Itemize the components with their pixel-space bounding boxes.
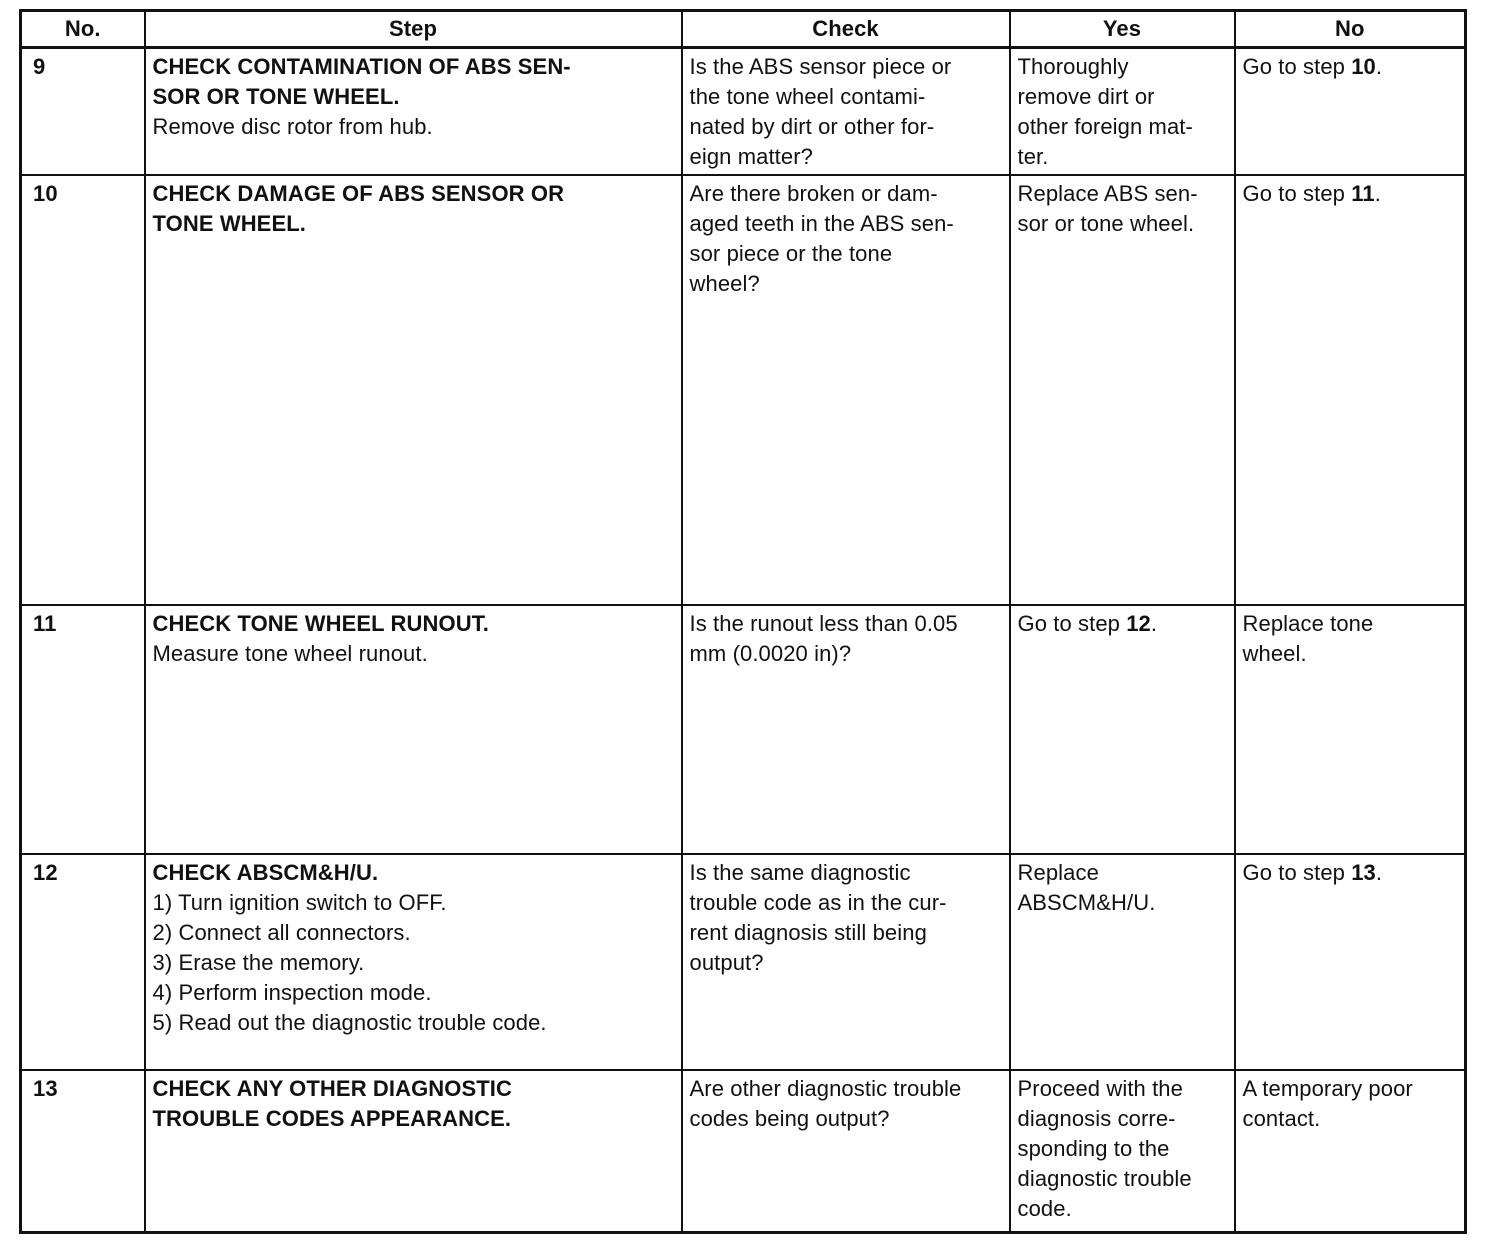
header-row [21,11,1466,48]
no-line: contact. [1242,1106,1321,1131]
header-step: Step [145,11,682,48]
yes-line: sponding to the [1017,1136,1170,1161]
no-line: wheel. [1242,641,1307,666]
check-line: Is the runout less than 0.05 [689,611,958,636]
header-yes: Yes [1010,11,1235,48]
yes-cell [1010,854,1235,1070]
step-title-line: TROUBLE CODES APPEARANCE. [152,1106,512,1131]
no-prefix: Go to step [1242,181,1352,206]
yes-line: Thoroughly [1017,54,1129,79]
table-row [21,854,1466,1070]
step-title [153,52,674,112]
yes-cell [1010,48,1235,176]
step-substep: 1) Turn ignition switch to OFF. [152,890,447,915]
step-title-line: CHECK DAMAGE OF ABS SENSOR OR [152,181,565,206]
check-line: Are there broken or dam- [689,181,938,206]
step-number: 10 [21,175,145,605]
step-number: 11 [21,605,145,854]
no-cell [1235,175,1466,605]
no-cell [1235,48,1466,176]
check-cell [682,175,1010,605]
check-line: eign matter? [689,144,813,169]
yes-line: other foreign mat- [1017,114,1193,139]
check-line: sor piece or the tone [689,241,893,266]
check-cell [682,854,1010,1070]
check-line: Is the ABS sensor piece or [689,54,952,79]
no-suffix: . [1374,181,1381,206]
step-title [153,609,674,639]
check-line: rent diagnosis still being [689,920,927,945]
step-substep: 4) Perform inspection mode. [152,980,432,1005]
no-line: A temporary poor [1242,1076,1413,1101]
table-row [21,175,1466,605]
step-cell [145,48,682,176]
step-number: 13 [21,1070,145,1233]
yes-line: ABSCM&H/U. [1017,890,1156,915]
check-line: nated by dirt or other for- [689,114,935,139]
check-line: codes being output? [689,1106,890,1131]
step-title-line: CHECK TONE WHEEL RUNOUT. [152,611,489,636]
check-line: output? [689,950,764,975]
step-cell [145,175,682,605]
step-number: 12 [21,854,145,1070]
yes-cell [1010,175,1235,605]
yes-prefix: Go to step [1017,611,1127,636]
table-row [21,605,1466,854]
step-title [153,1074,674,1134]
diagnostic-procedure-table [19,9,1467,1234]
check-cell [682,605,1010,854]
yes-line: diagnosis corre- [1017,1106,1176,1131]
yes-line: Replace ABS sen- [1017,181,1198,206]
yes-step-ref: 12 [1126,611,1151,636]
no-suffix: . [1375,860,1383,885]
table-row [21,48,1466,176]
yes-line: ter. [1017,144,1049,169]
step-title-line: CHECK ANY OTHER DIAGNOSTIC [152,1076,513,1101]
step-cell [145,1070,682,1233]
step-title-line: SOR OR TONE WHEEL. [152,84,400,109]
check-cell [682,1070,1010,1233]
no-suffix: . [1375,54,1383,79]
check-line: aged teeth in the ABS sen- [689,211,954,236]
yes-cell [1010,605,1235,854]
yes-line: diagnostic trouble [1017,1166,1192,1191]
check-cell [682,48,1010,176]
check-line: wheel? [689,271,760,296]
yes-line: code. [1017,1196,1072,1221]
step-substep: 2) Connect all connectors. [152,920,411,945]
no-step-ref: 10 [1351,54,1376,79]
step-title-line: TONE WHEEL. [152,211,306,236]
no-cell [1235,1070,1466,1233]
no-step-ref: 13 [1351,860,1376,885]
step-title: CHECK ABSCM&H/U. [152,860,379,885]
step-detail: Measure tone wheel runout. [152,641,428,666]
step-title-line: CHECK CONTAMINATION OF ABS SEN- [152,54,571,79]
header-no: No. [21,11,145,48]
table-row [21,1070,1466,1233]
header-no-result: No [1235,11,1466,48]
step-substep: 3) Erase the memory. [152,950,365,975]
step-title [153,179,674,239]
no-cell [1235,854,1466,1070]
check-line: mm (0.0020 in)? [689,641,852,666]
step-detail: Remove disc rotor from hub. [152,114,433,139]
yes-line: Replace [1017,860,1099,885]
check-line: Are other diagnostic trouble [689,1076,962,1101]
check-line: trouble code as in the cur- [689,890,947,915]
step-cell [145,605,682,854]
step-number: 9 [21,48,145,176]
check-line: Is the same diagnostic [689,860,911,885]
yes-line: sor or tone wheel. [1017,211,1195,236]
no-step-ref: 11 [1351,181,1375,206]
check-line: the tone wheel contami- [689,84,926,109]
no-prefix: Go to step [1242,54,1352,79]
step-substep: 5) Read out the diagnostic trouble code. [152,1010,547,1035]
yes-cell [1010,1070,1235,1233]
no-line: Replace tone [1242,611,1374,636]
yes-suffix: . [1150,611,1158,636]
header-check: Check [682,11,1010,48]
no-cell [1235,605,1466,854]
step-cell [145,854,682,1070]
yes-line: remove dirt or [1017,84,1155,109]
no-prefix: Go to step [1242,860,1352,885]
yes-line: Proceed with the [1017,1076,1183,1101]
